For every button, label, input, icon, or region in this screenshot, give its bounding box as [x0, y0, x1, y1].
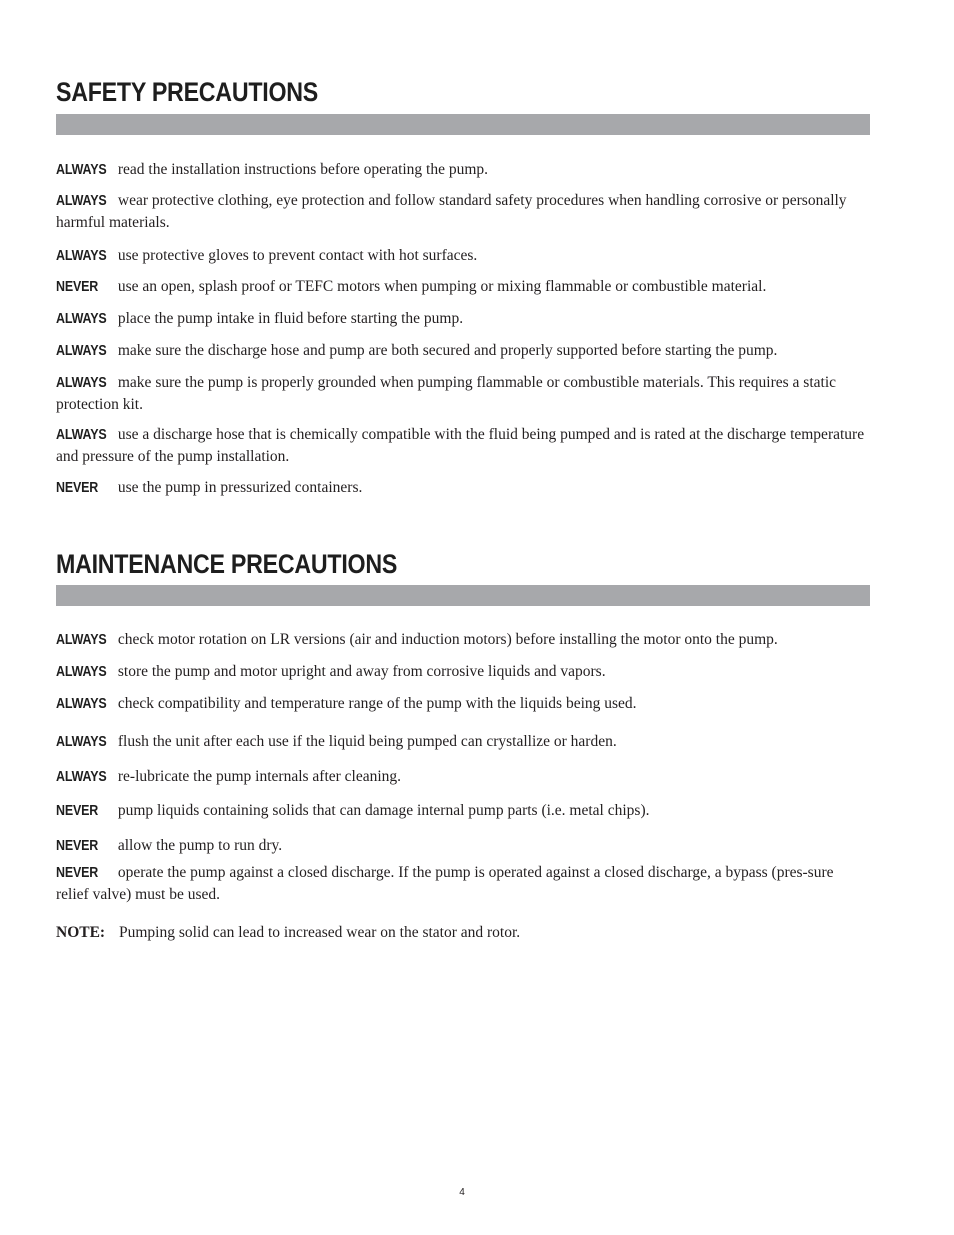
safety-item — [56, 340, 870, 362]
item-text: use an open, splash proof or TEFC motors when pumping or mixing flammable or combustible material. — [117, 278, 767, 295]
safety-item — [56, 159, 870, 181]
item-text: use the pump in pressurized containers. — [117, 479, 363, 496]
item-keyword: ALWAYS — [56, 193, 107, 209]
safety-precautions-title: SAFETY PRECAUTIONS — [56, 77, 318, 107]
safety-item — [56, 424, 870, 467]
safety-item — [56, 372, 870, 415]
item-text: flush the unit after each use if the liquid being pumped can crystallize or harden. — [117, 733, 617, 750]
item-keyword: ALWAYS — [56, 664, 107, 680]
item-text: pump liquids containing solids that can damage internal pump parts (i.e. metal chips). — [117, 802, 650, 819]
item-text: store the pump and motor upright and away from corrosive liquids and vapors. — [117, 663, 606, 680]
maintenance-item — [56, 661, 870, 683]
item-text: make sure the discharge hose and pump are both secured and properly supported before starting the pump. — [117, 342, 778, 359]
item-keyword: NEVER — [56, 865, 99, 881]
item-text: wear protective clothing, eye protection and follow standard safety procedures when handling corrosive or personally harmful materials. — [56, 192, 847, 231]
maintenance-item — [56, 800, 870, 822]
item-keyword: ALWAYS — [56, 343, 107, 359]
item-text: operate the pump against a closed discharge. If the pump is operated against a closed discharge, a bypass (pres-sure relief valve) must be used. — [56, 864, 834, 903]
item-text: read the installation instructions before operating the pump. — [117, 161, 489, 178]
item-keyword: ALWAYS — [56, 311, 107, 327]
item-text: place the pump intake in fluid before starting the pump. — [117, 310, 464, 327]
item-keyword: ALWAYS — [56, 769, 107, 785]
item-keyword: ALWAYS — [56, 375, 107, 391]
note-label: NOTE: — [56, 924, 106, 941]
item-keyword: ALWAYS — [56, 734, 107, 750]
item-keyword: ALWAYS — [56, 248, 107, 264]
maintenance-item — [56, 693, 870, 715]
safety-item — [56, 308, 870, 330]
note-text: Pumping solid can lead to increased wear on the stator and rotor. — [119, 924, 521, 941]
item-keyword: ALWAYS — [56, 632, 107, 648]
item-keyword: NEVER — [56, 803, 99, 819]
item-text: check compatibility and temperature range of the pump with the liquids being used. — [117, 695, 637, 712]
item-text: use a discharge hose that is chemically compatible with the fluid being pumped and is rated at the discharge temperature and pressure of the pump installation. — [56, 426, 865, 465]
item-keyword: ALWAYS — [56, 427, 107, 443]
safety-item — [56, 276, 870, 298]
maintenance-item — [56, 766, 870, 788]
safety-item — [56, 190, 870, 233]
maintenance-precautions-title: MAINTENANCE PRECAUTIONS — [56, 549, 398, 579]
item-keyword: NEVER — [56, 838, 99, 854]
item-keyword: NEVER — [56, 279, 99, 295]
item-text: use protective gloves to prevent contact with hot surfaces. — [117, 247, 478, 264]
page-number: 4 — [459, 1187, 465, 1198]
item-keyword: ALWAYS — [56, 162, 107, 178]
item-text: re-lubricate the pump internals after cleaning. — [117, 768, 402, 785]
maintenance-item — [56, 862, 870, 905]
maintenance-note — [56, 922, 870, 943]
item-keyword: NEVER — [56, 480, 99, 496]
maintenance-item — [56, 731, 870, 753]
safety-title-rule — [56, 114, 870, 135]
item-text: allow the pump to run dry. — [117, 837, 283, 854]
maintenance-item — [56, 629, 870, 651]
safety-item — [56, 477, 870, 499]
item-text: make sure the pump is properly grounded when pumping flammable or combustible materials. This requires a static protection kit. — [56, 374, 837, 413]
safety-item — [56, 245, 870, 267]
item-keyword: ALWAYS — [56, 696, 107, 712]
maintenance-title-rule — [56, 585, 870, 606]
maintenance-item — [56, 835, 870, 857]
item-text: check motor rotation on LR versions (air and induction motors) before installing the motor onto the pump. — [117, 631, 778, 648]
